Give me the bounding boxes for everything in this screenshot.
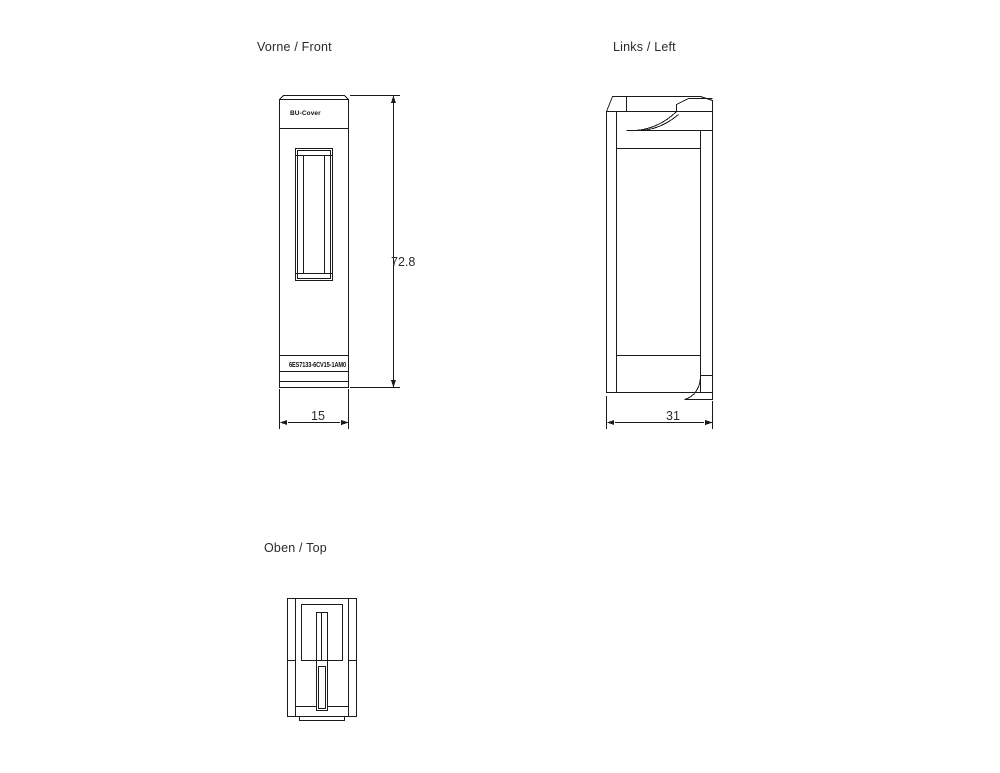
view-title-left: Links / Left bbox=[613, 40, 676, 54]
left-view-dimensions bbox=[607, 396, 713, 429]
view-title-top: Oben / Top bbox=[264, 541, 327, 555]
dimension-label-height: 72.8 bbox=[391, 255, 416, 269]
part-label-order-number: 6ES7133-6CV15-1AM0 bbox=[289, 362, 346, 370]
part-label-bu-cover: BU-Cover bbox=[290, 110, 321, 117]
front-view-geometry bbox=[280, 96, 349, 388]
dimension-label-depth: 31 bbox=[666, 409, 680, 423]
dimension-label-width: 15 bbox=[311, 409, 325, 423]
left-view-geometry bbox=[607, 97, 713, 400]
view-title-front: Vorne / Front bbox=[257, 40, 332, 54]
top-view-geometry bbox=[288, 599, 357, 721]
